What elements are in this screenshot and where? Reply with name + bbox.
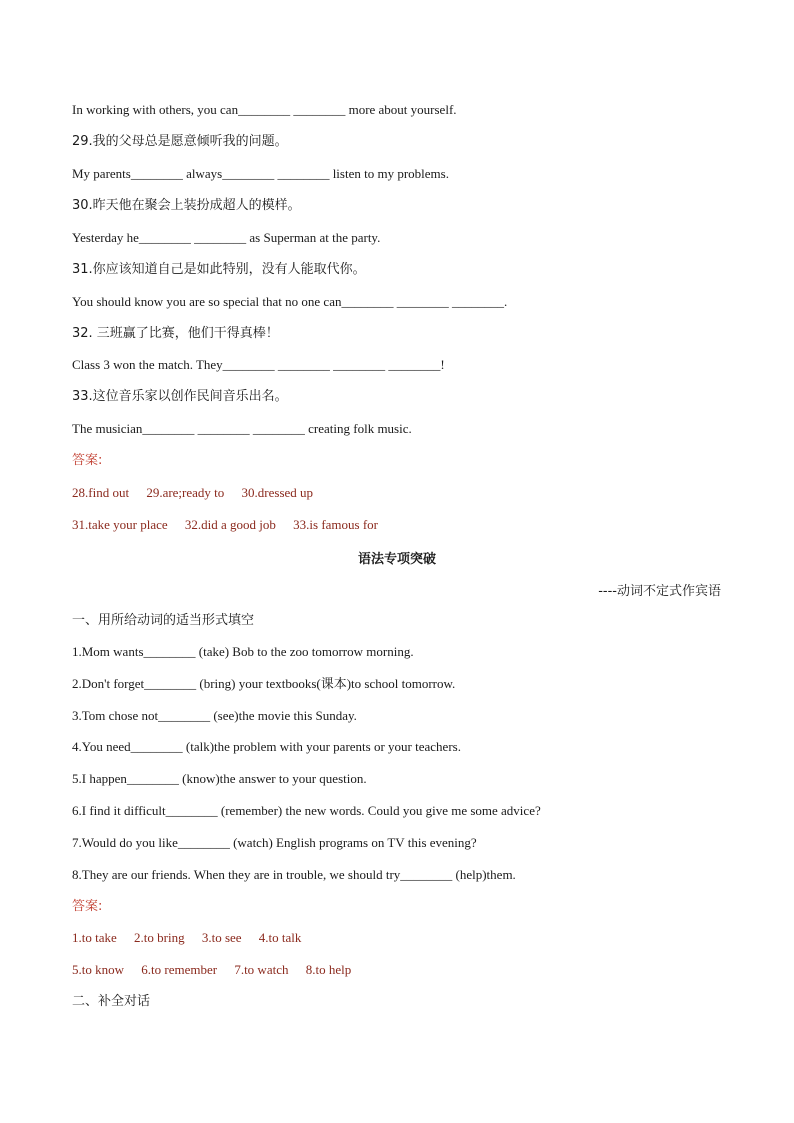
q31-english: You should know you are so special that no one can________ ________ ________. — [72, 294, 508, 309]
answers-row-1 — [72, 484, 327, 502]
q33-chinese: 33.这位音乐家以创作民间音乐出名。 — [72, 389, 288, 404]
answer-31: 31.take your place — [72, 517, 168, 532]
answer-33: 33.is famous for — [293, 517, 379, 532]
grammar-title: 语法专项突破 — [357, 552, 436, 567]
grammar-q6: 6.I find it difficult________ (remember) the new words. Could you give me some advice? — [72, 803, 541, 818]
q33-english: The musician________ ________ ________ creating folk music. — [72, 421, 412, 436]
section1-heading: 一、用所给动词的适当形式填空 — [72, 613, 255, 628]
answers-row-2 — [72, 516, 392, 534]
grammar-answer-5: 5.to know — [72, 962, 124, 977]
answer-label-1: 答案: — [72, 453, 103, 468]
grammar-q2: 2.Don't forget________ (bring) your textbooks(课本)to school tomorrow. — [72, 676, 456, 691]
grammar-answer-3: 3.to see — [201, 930, 242, 945]
q30-english: Yesterday he________ ________ as Superman at the party. — [72, 230, 381, 245]
answer-label-2: 答案: — [72, 899, 103, 914]
grammar-answer-1: 1.to take — [72, 930, 117, 945]
answer-28: 28.find out — [72, 485, 130, 500]
q31-chinese: 31.你应该知道自己是如此特别，没有人能取代你。 — [72, 262, 366, 277]
grammar-q8: 8.They are our friends. When they are in trouble, we should try________ (help)them. — [72, 867, 516, 882]
grammar-answer-4: 4.to talk — [258, 930, 302, 945]
q32-english: Class 3 won the match. They________ ________ ________ ________! — [72, 357, 445, 372]
grammar-answer-8: 8.to help — [305, 962, 352, 977]
answer-30: 30.dressed up — [241, 485, 314, 500]
q28-english: In working with others, you can________ ________ more about yourself. — [72, 102, 457, 117]
q29-english: My parents________ always________ ________ listen to my problems. — [72, 166, 449, 181]
grammar-answer-6: 6.to remember — [141, 962, 218, 977]
grammar-answer-7: 7.to watch — [234, 962, 289, 977]
grammar-q7: 7.Would do you like________ (watch) English programs on TV this evening? — [72, 835, 477, 850]
grammar-q4: 4.You need________ (talk)the problem with your parents or your teachers. — [72, 739, 461, 754]
q30-chinese: 30.昨天他在聚会上装扮成超人的模样。 — [72, 198, 301, 213]
section2-heading: 二、补全对话 — [72, 994, 151, 1009]
q29-chinese: 29.我的父母总是愿意倾听我的问题。 — [72, 134, 288, 149]
grammar-answer-2: 2.to bring — [134, 930, 185, 945]
grammar-q3: 3.Tom chose not________ (see)the movie this Sunday. — [72, 708, 357, 723]
grammar-q5: 5.I happen________ (know)the answer to your question. — [72, 771, 367, 786]
answer-29: 29.are;ready to — [146, 485, 225, 500]
grammar-answers-row-1 — [72, 929, 315, 947]
grammar-answers-row-2 — [72, 961, 365, 979]
q32-chinese: 32. 三班赢了比赛，他们干得真棒！ — [72, 326, 279, 341]
grammar-subtitle: ----动词不定式作宾语 — [598, 584, 721, 599]
grammar-q1: 1.Mom wants________ (take) Bob to the zoo tomorrow morning. — [72, 644, 414, 659]
answer-32: 32.did a good job — [184, 517, 276, 532]
